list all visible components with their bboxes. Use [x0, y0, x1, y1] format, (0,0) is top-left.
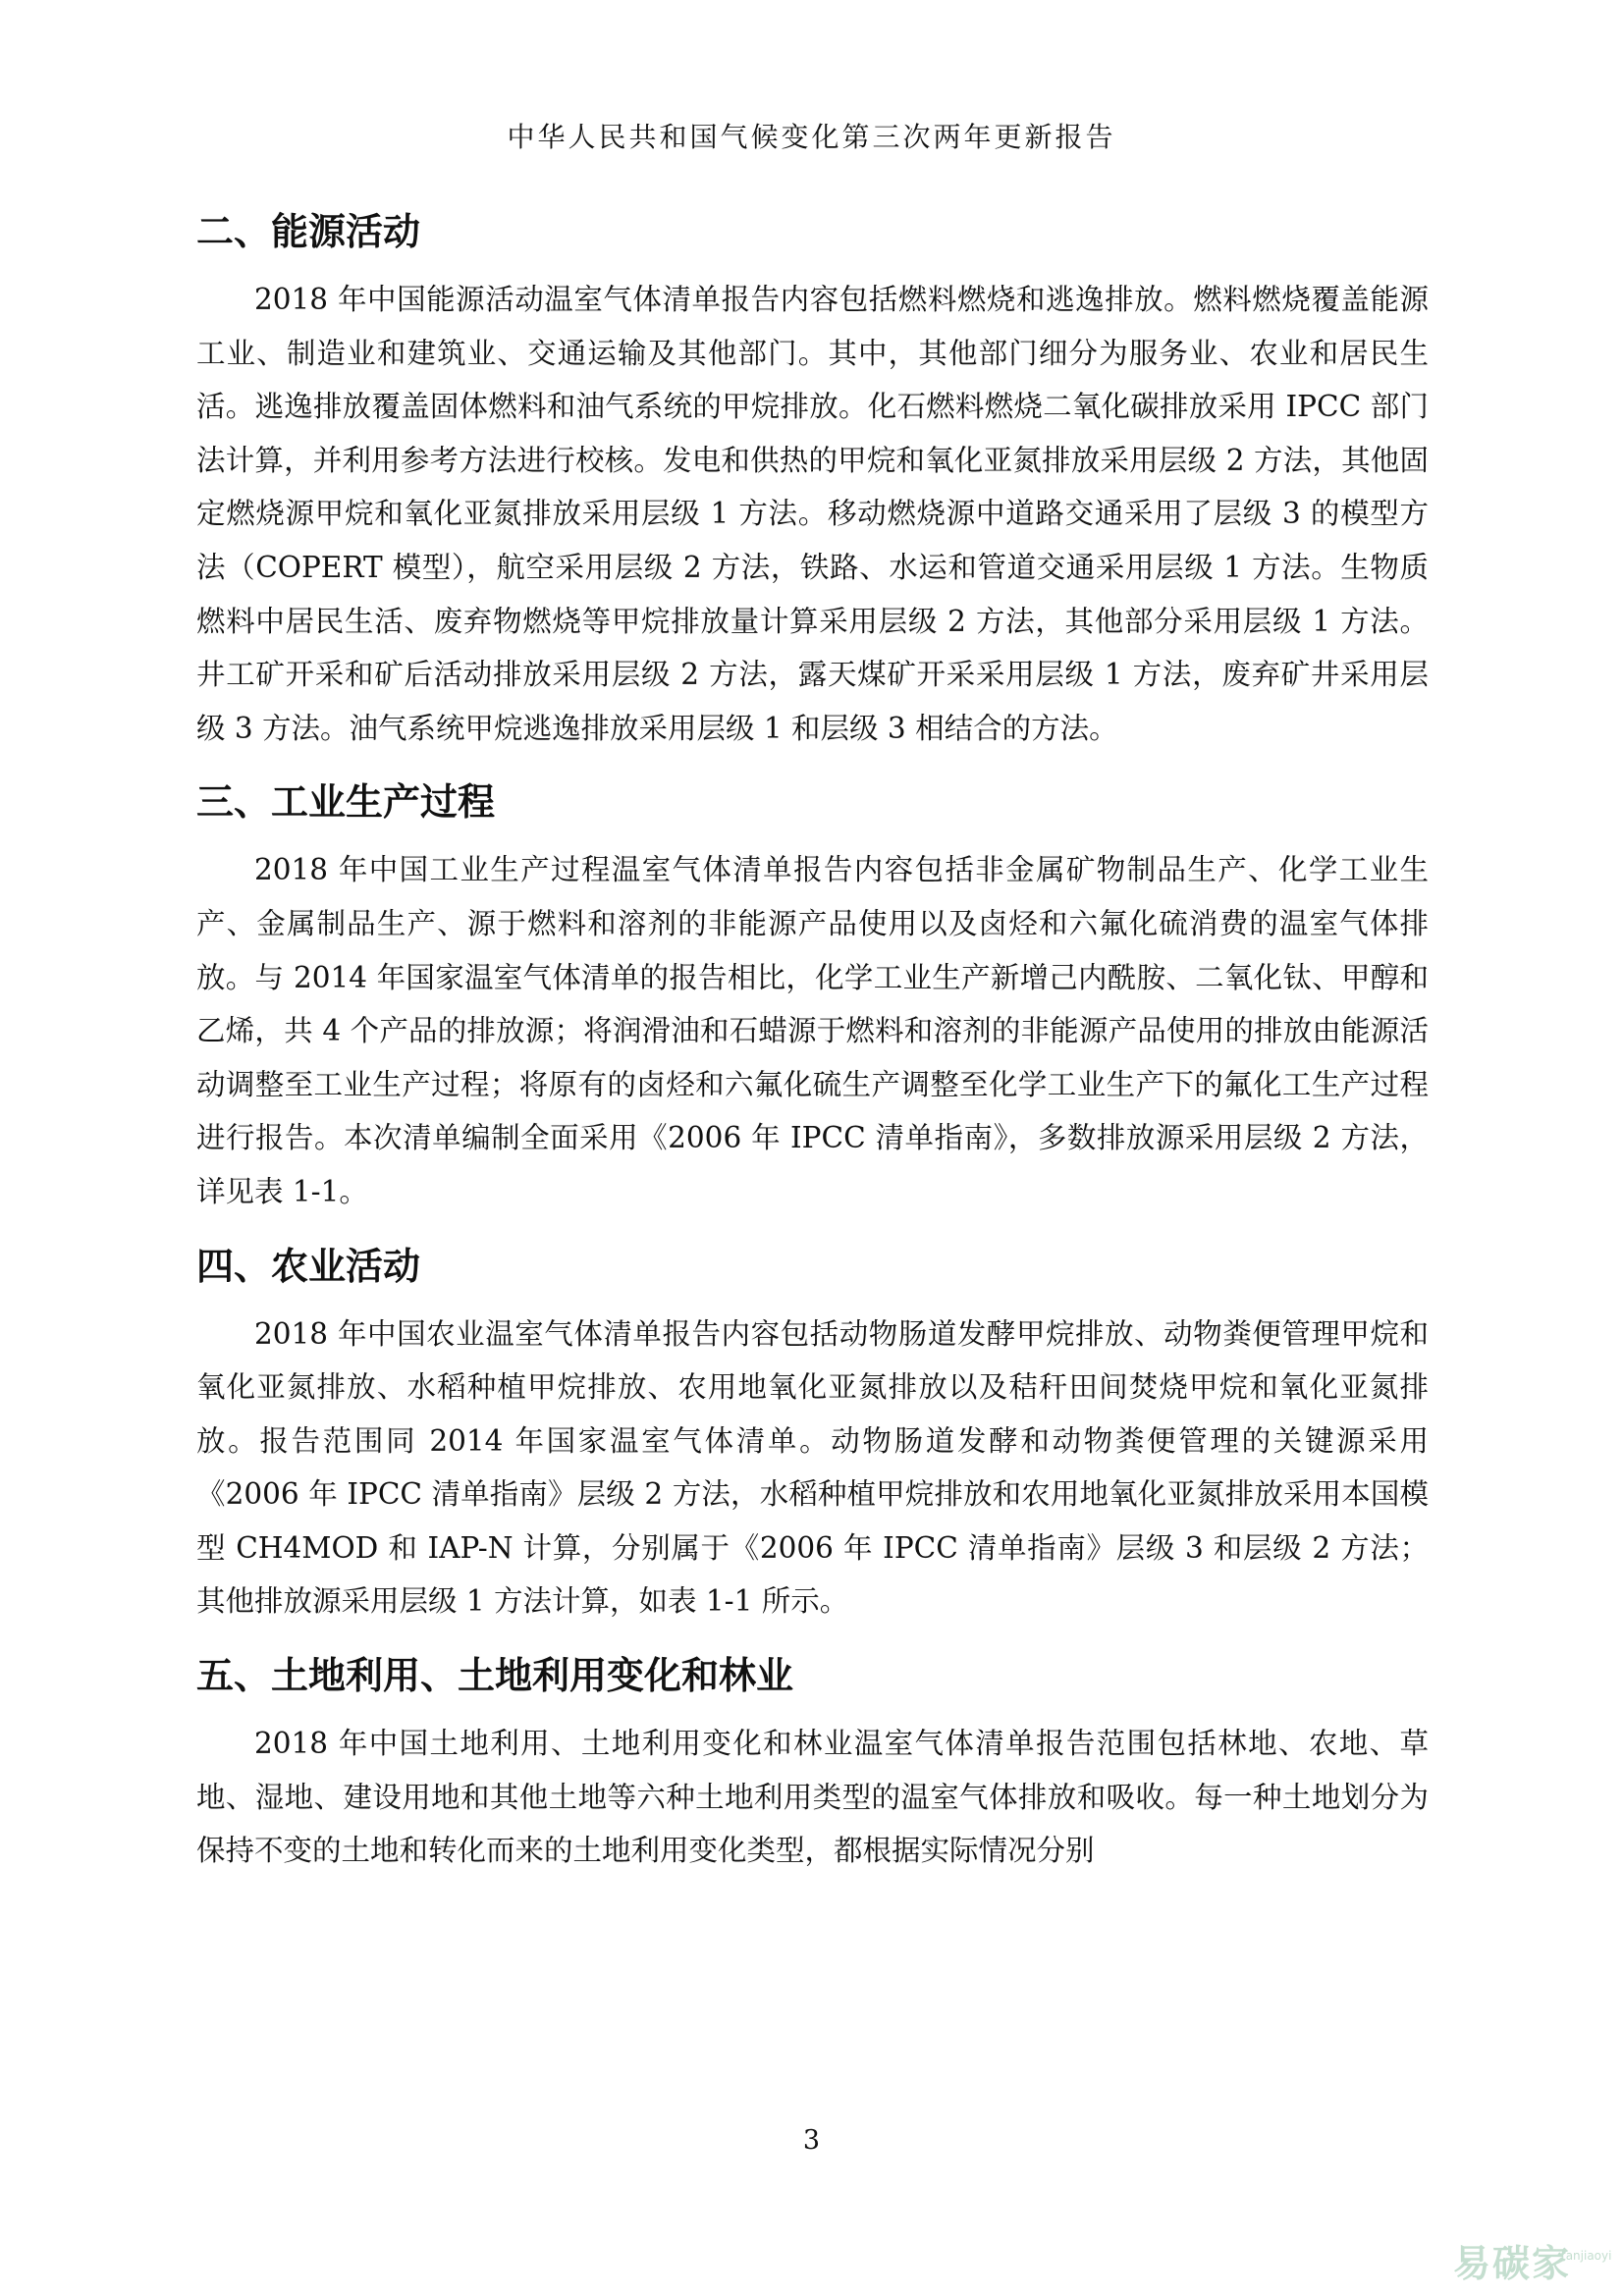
paragraph: 2018 年中国土地利用、土地利用变化和林业温室气体清单报告范围包括林地、农地、草地、湿地、建设用地和其他土地等六种土地利用类型的温室气体排放和吸收。每一种土地划分为保持不变的土地和转化而来的土地利用变化类型，都根据实际情况分别: [196, 1727, 1429, 1868]
section-agriculture: [196, 1241, 1429, 1629]
page-number: 3: [802, 2125, 821, 2156]
section-industrial-processes: [196, 776, 1429, 1218]
section-title: 四、农业活动: [196, 1244, 421, 1288]
section-title: 三、工业生产过程: [196, 780, 496, 825]
document-body: [196, 206, 1429, 1899]
section-energy: [196, 206, 1429, 755]
watermark-logo: [1414, 2223, 1612, 2285]
running-header: 中华人民共和国气候变化第三次两年更新报告: [507, 121, 1116, 153]
section-title: 五、土地利用、土地利用变化和林业: [196, 1654, 794, 1698]
paragraph: 2018 年中国工业生产过程温室气体清单报告内容包括非金属矿物制品生产、化学工业生产、金属制品生产、源于燃料和溶剂的非能源产品使用以及卤烃和六氟化硫消费的温室气体排放。与 2014 年国家温室气体清单的报告相比，化学工业生产新增己内酰胺、二氧化钛、甲醇和乙烯，共 4 个产品的排放源；将润滑油和石蜡源于燃料和溶剂的非能源产品使用的排放由能源活动调整至工业生产过程；将原有的卤烃和六氟化硫生产调整至化学工业生产下的氟化工生产过程进行报告。本次清单编制全面采用《2006 年 IPCC 清单指南》，多数排放源采用层级 2 方法，详见表 1-1。: [196, 853, 1429, 1208]
paragraph: 2018 年中国能源活动温室气体清单报告内容包括燃料燃烧和逃逸排放。燃料燃烧覆盖能源工业、制造业和建筑业、交通运输及其他部门。其中，其他部门细分为服务业、农业和居民生活。逃逸排放覆盖固体燃料和油气系统的甲烷排放。化石燃料燃烧二氧化碳排放采用 IPCC 部门法计算，并利用参考方法进行校核。发电和供热的甲烷和氧化亚氮排放采用层级 2 方法，其他固定燃烧源甲烷和氧化亚氮排放采用层级 1 方法。移动燃烧源中道路交通采用了层级 3 的模型方法（COPERT 模型），航空采用层级 2 方法，铁路、水运和管道交通采用层级 1 方法。生物质燃料中居民生活、废弃物燃烧等甲烷排放量计算采用层级 2 方法，其他部分采用层级 1 方法。井工矿开采和矿后活动排放采用层级 2 方法，露天煤矿开采采用层级 1 方法，废弃矿井采用层级 3 方法。油气系统甲烷逃逸排放采用层级 1 和层级 3 相结合的方法。: [196, 283, 1430, 745]
paragraph: 2018 年中国农业温室气体清单报告内容包括动物肠道发酵甲烷排放、动物粪便管理甲烷和氧化亚氮排放、水稻种植甲烷排放、农用地氧化亚氮排放以及秸秆田间焚烧甲烷和氧化亚氮排放。报告范围同 2014 年国家温室气体清单。动物肠道发酵和动物粪便管理的关键源采用《2006 年 IPCC 清单指南》层级 2 方法，水稻种植甲烷排放和农用地氧化亚氮排放采用本国模型 CH4MOD 和 IAP-N 计算，分别属于《2006 年 IPCC 清单指南》层级 3 和层级 2 方法；其他排放源采用层级 1 方法计算，如表 1-1 所示。: [196, 1316, 1429, 1619]
section-title: 二、能源活动: [196, 210, 421, 253]
watermark-domain: tanjiaoyi: [1561, 2249, 1612, 2263]
section-lulucf: [196, 1650, 1429, 1878]
watermark-brand: 易碳家: [1453, 2242, 1572, 2285]
